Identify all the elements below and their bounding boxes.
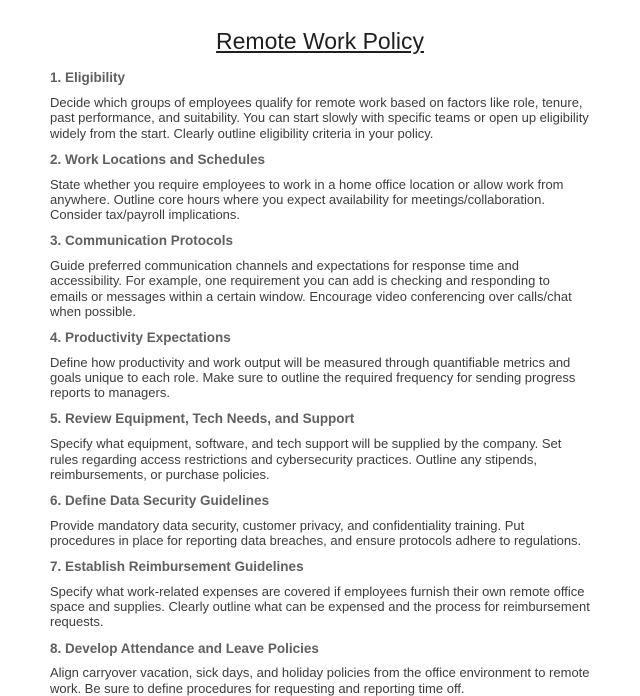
section-heading: 3. Communication Protocols (50, 233, 234, 249)
section-heading: 5. Review Equipment, Tech Needs, and Support (50, 411, 355, 427)
section-attendance-leave (50, 642, 590, 696)
section-body: Align carryover vacation, sick days, and holiday policies from the office environment to remote work. Be sure to define procedures for requesting and reporting time off. (50, 665, 590, 696)
section-body: Decide which groups of employees qualify for remote work based on factors like role, tenure, past performance, and suitability. You can start slowly with specific teams or open up eligibility widely from the start. Clearly outline eligibility criteria in your policy. (50, 95, 589, 141)
document-title: Remote Work Policy (216, 28, 424, 54)
section-reimbursement (50, 560, 590, 629)
section-heading: 8. Develop Attendance and Leave Policies (50, 640, 319, 656)
section-communication-protocols (50, 234, 590, 319)
section-heading: 2. Work Locations and Schedules (50, 151, 266, 167)
section-data-security (50, 494, 590, 548)
section-body: Specify what work-related expenses are covered if employees furnish their own remote office space and supplies. Clearly outline what can be expensed and the process for reimbursement requests. (50, 584, 590, 630)
section-eligibility (50, 71, 590, 140)
section-body: Define how productivity and work output will be measured through quantifiable metrics and goals unique to each role. Make sure to outline the required frequency for sending progress reports to managers. (50, 354, 576, 401)
section-heading: 7. Establish Reimbursement Guidelines (50, 559, 304, 575)
section-body: Provide mandatory data security, customer privacy, and confidentiality training. Put procedures in place for reporting data breaches, and ensure protocols adhere to regulations. (50, 517, 582, 548)
section-heading: 4. Productivity Expectations (50, 330, 231, 345)
section-body: Specify what equipment, software, and tech support will be supplied by the company. Set rules regarding access restrictions and cybersecurity practices. Outline any stipends, reimbursements, or purchase policies. (50, 436, 562, 482)
section-heading: 6. Define Data Security Guidelines (50, 492, 270, 508)
section-body: State whether you require employees to work in a home office location or allow work from anywhere. Outline core hours where you expect availability for meetings/collaboration. Consider tax/payroll implications. (50, 176, 564, 223)
section-body: Guide preferred communication channels and expectations for response time and accessibility. For example, one requirement you can add is checking and responding to emails or messages within a certain window. Encourage video conferencing over calls/chat when possible. (50, 258, 572, 319)
section-equipment-support (50, 412, 590, 481)
section-productivity-expectations (50, 331, 590, 400)
section-work-locations (50, 153, 590, 222)
section-heading: 1. Eligibility (50, 70, 126, 86)
